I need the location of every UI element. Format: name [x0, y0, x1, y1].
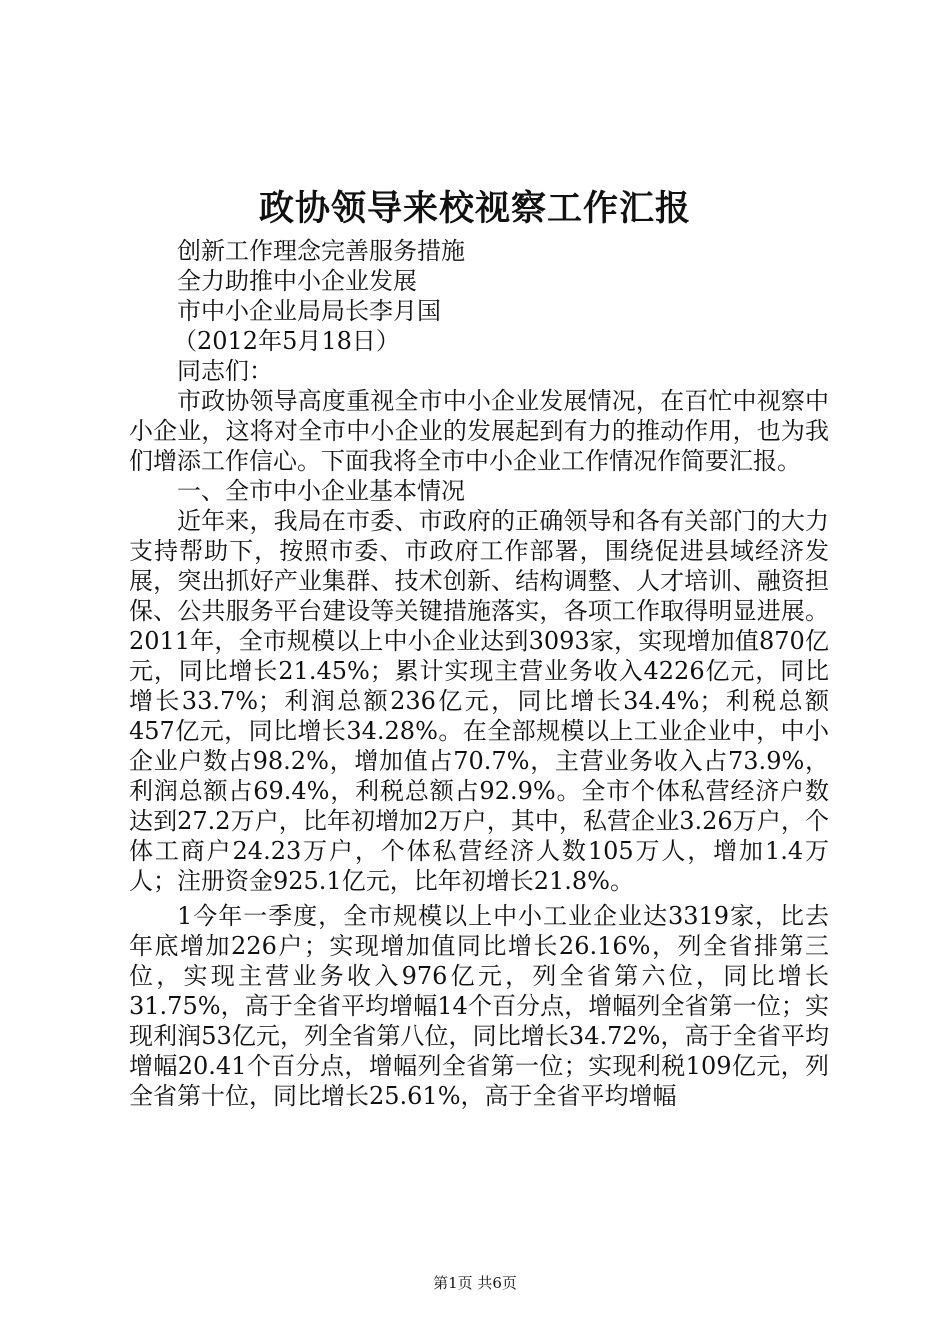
- date-line: （2012年5月18日）: [173, 327, 400, 355]
- document-title: 政协领导来校视察工作汇报: [258, 188, 691, 229]
- section-heading: 一、全市中小企业基本情况: [177, 477, 465, 505]
- page-footer: 第1页 共6页: [433, 1274, 517, 1292]
- paragraph-overview: 近年来，我局在市委、市政府的正确领导和各有关部门的大力支持帮助下，按照市委、市政府工作部署，围绕促进县域经济发展，突出抓好产业集群、技术创新、结构调整、人才培训、融资担保、公共服务平台建设等关键措施落实，各项工作取得明显进展。2011年，全市规模以上中小企业达到3093家，实现增加值870亿元，同比增长21.45%；累计实现主营业务收入4226亿元，同比增长33.7%；利润总额236亿元，同比增长34.4%；利税总额457亿元，同比增长34.28%。在全部规模以上工业企业中，中小企业户数占98.2%，增加值占70.7%，主营业务收入占73.9%，利润总额占69.4%，利税总额占92.9%。全市个体私营经济户数达到27.2万户，比年初增加2万户，其中，私营企业3.26万户，个体工商户24.23万户，个体私营经济人数105万人，增加1.4万人；注册资金925.1亿元，比年初增长21.8%。: [129, 507, 829, 895]
- document-body: [129, 236, 829, 1111]
- salutation: 同志们：: [177, 357, 273, 385]
- author-line: 市中小企业局局长李月国: [177, 297, 441, 325]
- subtitle-line-1: 创新工作理念完善服务措施: [177, 237, 465, 265]
- subtitle-line-2: 全力助推中小企业发展: [177, 267, 417, 295]
- paragraph-intro: 市政协领导高度重视全市中小企业发展情况，在百忙中视察中小企业，这将对全市中小企业的发展起到有力的推动作用，也为我们增添工作信心。下面我将全市中小企业工作情况作简要汇报。: [129, 387, 829, 475]
- paragraph-first-quarter: 1今年一季度，全市规模以上中小工业企业达3319家，比去年底增加226户；实现增加值同比增长26.16%，列全省排第三位，实现主营业务收入976亿元，列全省第六位，同比增长31.75%，高于全省平均增幅14个百分点，增幅列全省第一位；实现利润53亿元，列全省第八位，同比增长34.72%，高于全省平均增幅20.41个百分点，增幅列全省第一位；实现利税109亿元，列全省第十位，同比增长25.61%，高于全省平均增幅: [129, 902, 829, 1110]
